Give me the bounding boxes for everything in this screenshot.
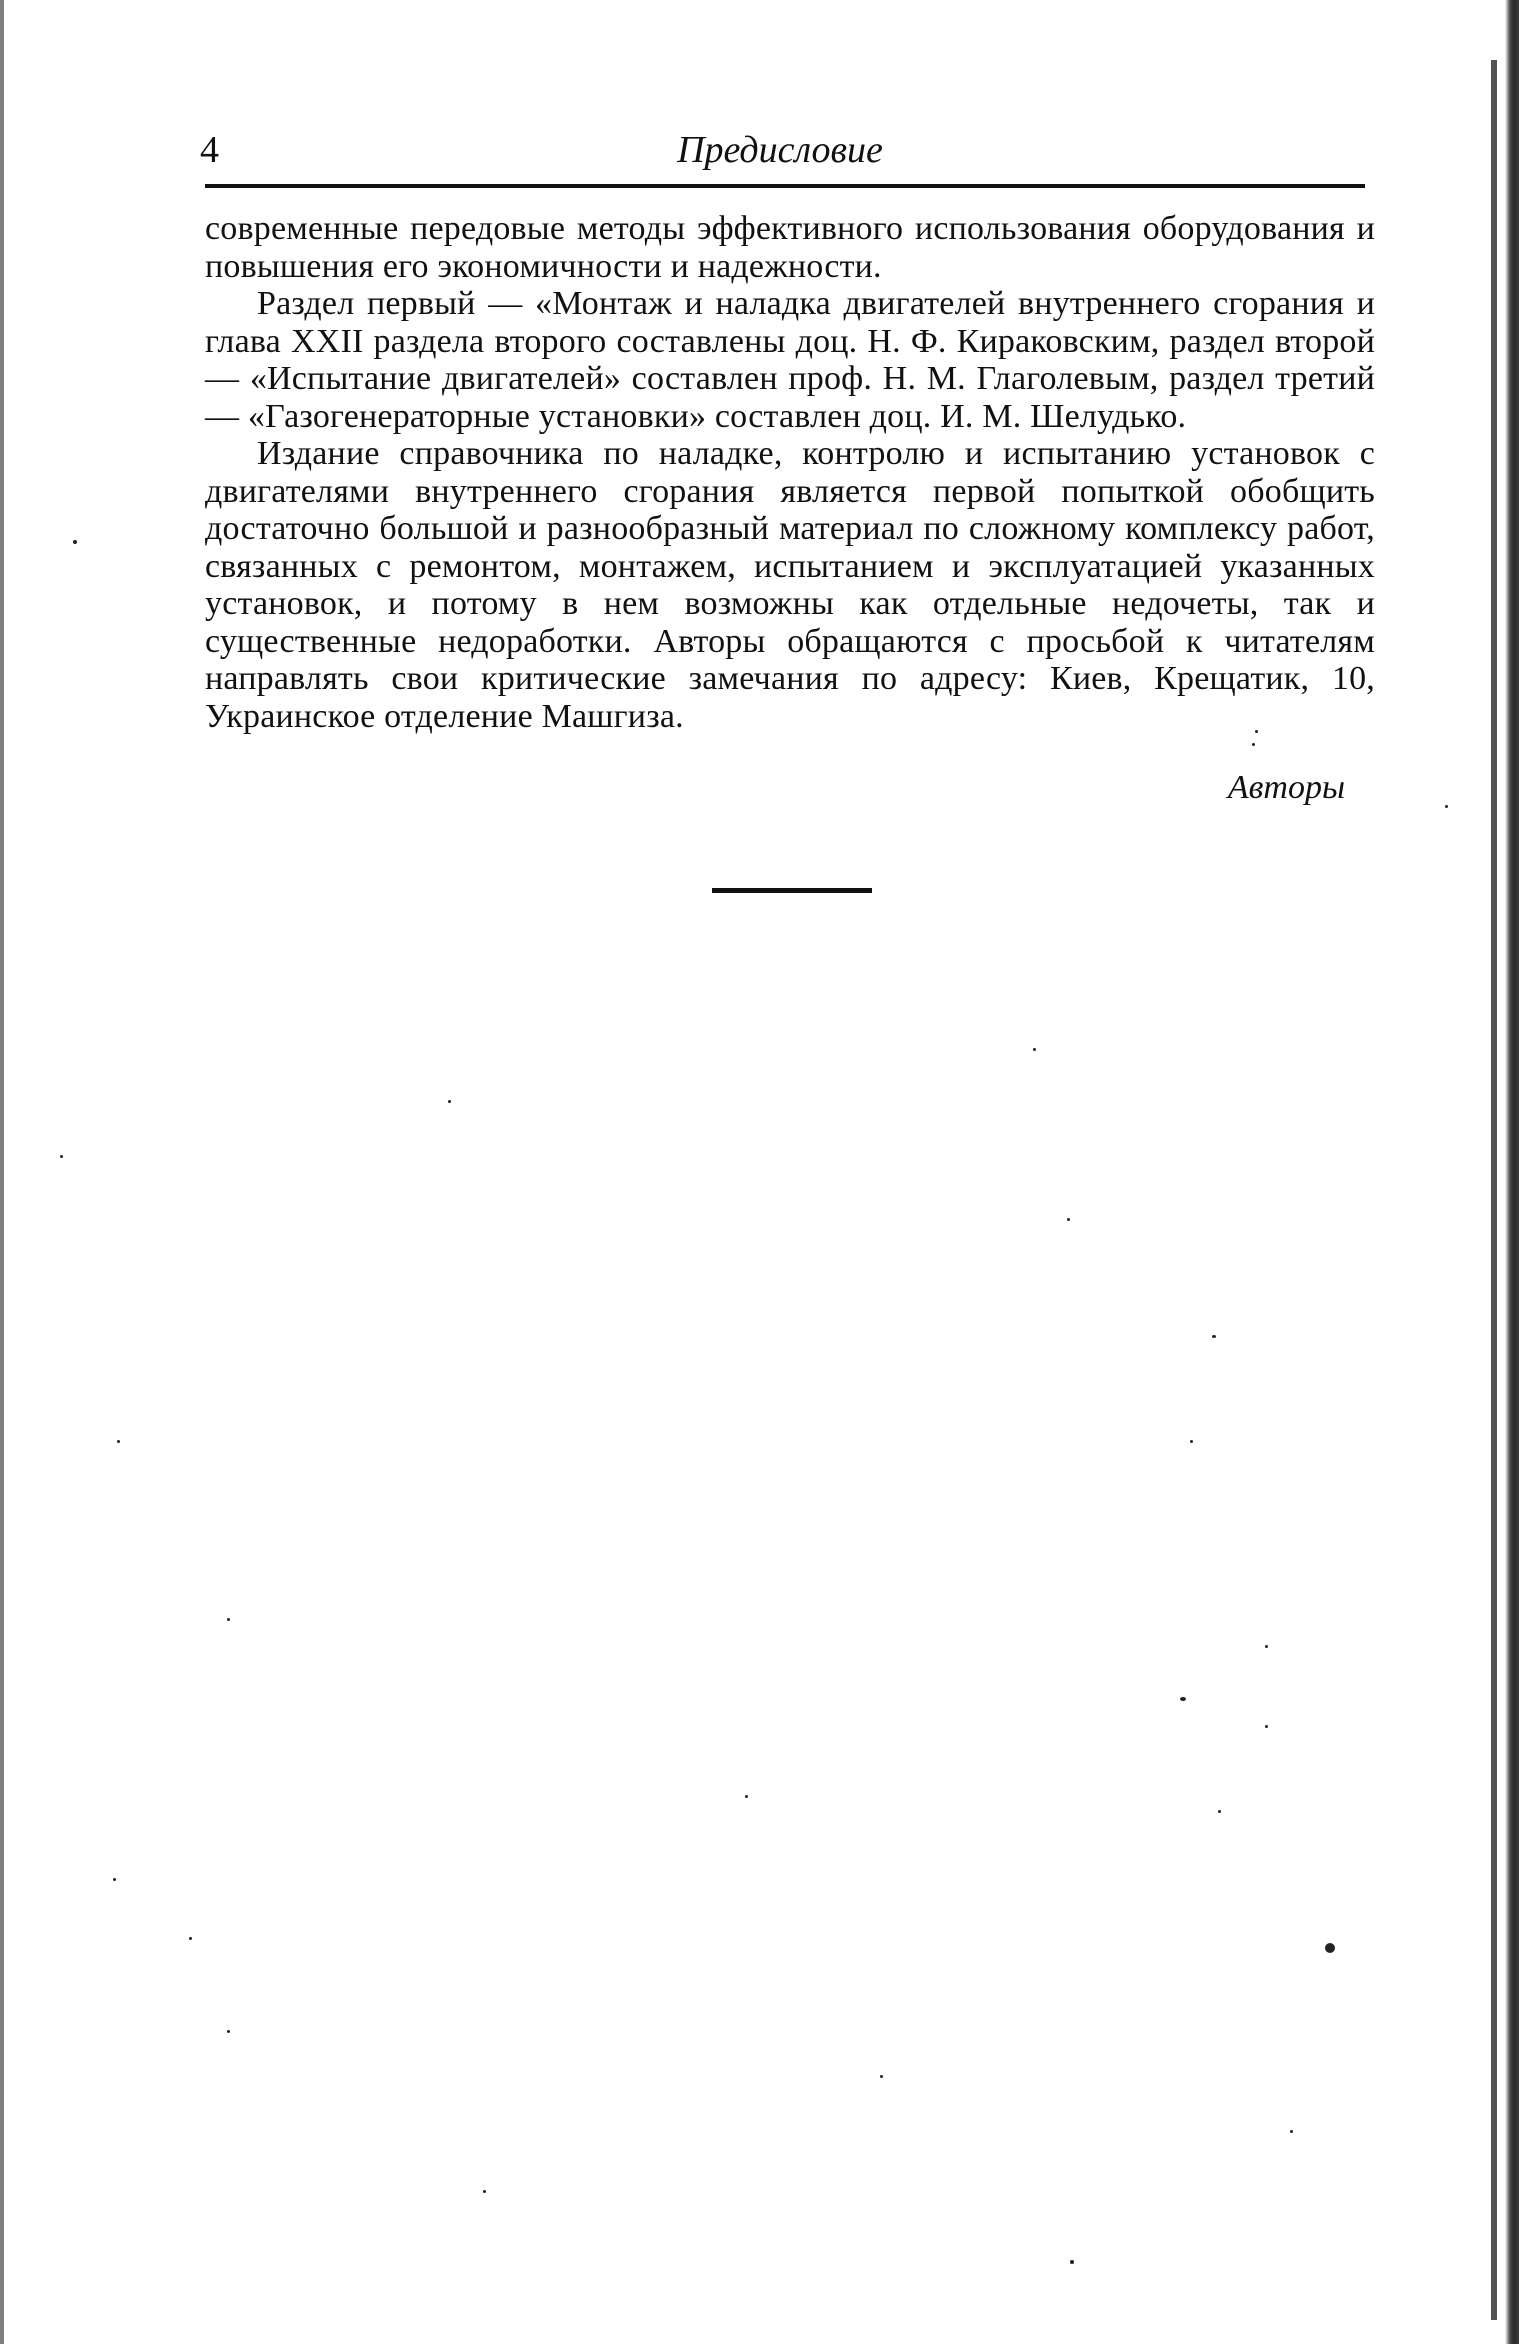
scan-speck [1033, 1048, 1036, 1051]
scan-speck [1070, 2260, 1074, 2264]
scan-speck [1325, 1943, 1335, 1953]
scan-edge-right-inner [1491, 60, 1497, 2320]
scan-speck [1218, 1810, 1221, 1813]
scan-speck [113, 1878, 116, 1881]
scan-speck [880, 2075, 883, 2078]
scan-speck [483, 2190, 486, 2193]
scan-speck [1265, 1645, 1268, 1648]
scan-speck [1190, 1440, 1193, 1443]
header-rule [205, 184, 1365, 188]
paragraph-authors-sections: Раздел первый — «Монтаж и наладка двигателей внутреннего сгорания и глава XXII раздела второго составлены доц. Н. Ф. Киpаковским, раздел второй — «Испытание двигателей» составлен проф. Н. М. Глаголевым, раздел третий — «Газогенераторные установки» составлен доц. И. М. Шелудько. [205, 285, 1375, 435]
scan-speck [1212, 1335, 1216, 1338]
body-text [205, 210, 1375, 735]
scan-speck [189, 1937, 192, 1940]
scan-speck [1265, 1725, 1268, 1728]
page-number: 4 [200, 129, 219, 171]
scan-speck [227, 1618, 230, 1621]
paragraph-publication-note: Издание справочника по наладке, контролю и испытанию установок с двигателями внутреннего сгорания является первой попыткой обобщить достаточно большой и разнообразный материал по сложному комплексу работ, связанных с ремонтом, монтажем, испытанием и эксплуатацией указанных установок, и потому в нем возможны как отдельные недочеты, так и существенные недоработки. Авторы обращаются с просьбой к читателям направлять свои критические замечания по адресу: Киев, Крещатик, 10, Украинское отделение Машгиза. [205, 435, 1375, 735]
scan-speck [117, 1440, 120, 1443]
scan-speck [227, 2030, 230, 2033]
scan-speck [745, 1795, 748, 1798]
paragraph-continuation: современные передовые методы эффективного использования оборудования и повышения его экономичности и надежности. [205, 210, 1375, 285]
scan-speck [1445, 805, 1448, 808]
scan-edge-left [0, 0, 4, 2344]
scan-edge-right [1505, 0, 1519, 2344]
scan-speck [1180, 1697, 1186, 1701]
scan-speck [1067, 1218, 1070, 1221]
scan-speck [1252, 743, 1255, 746]
page-header [200, 128, 1360, 178]
running-title: Предисловие [677, 129, 883, 171]
scan-speck [73, 540, 77, 544]
scan-speck [1255, 730, 1258, 733]
scan-speck [448, 1100, 451, 1103]
scan-speck [60, 1155, 63, 1158]
end-rule [712, 888, 872, 893]
scan-speck [1290, 2130, 1293, 2133]
signature-authors: Авторы [1227, 769, 1345, 806]
